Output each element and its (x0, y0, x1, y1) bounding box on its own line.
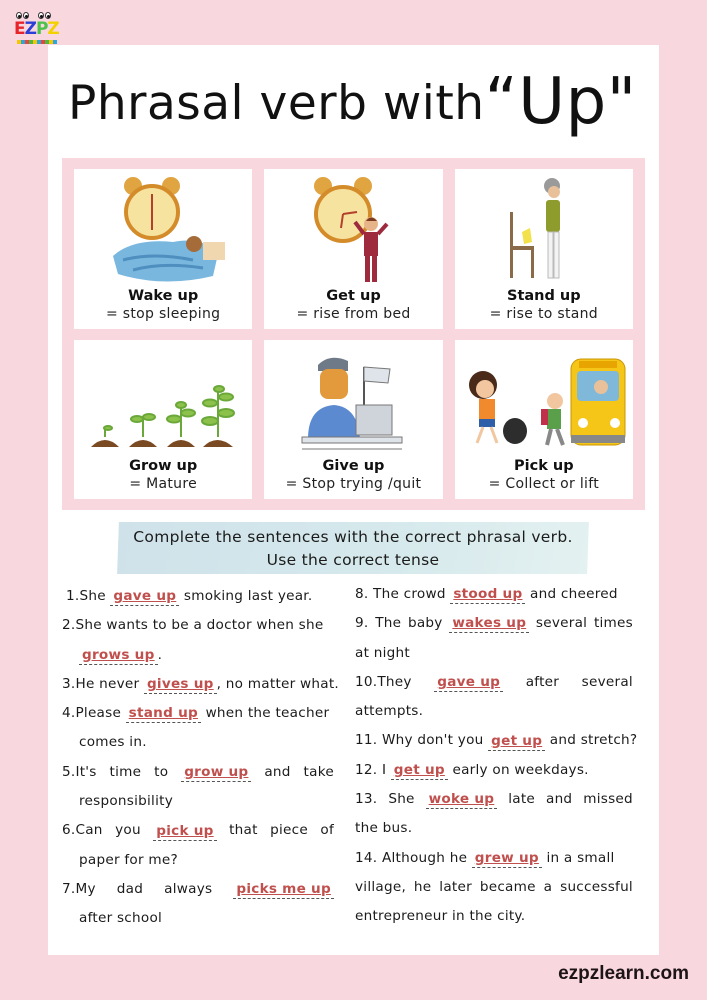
exercise-5-cont: responsibility (79, 793, 173, 810)
answer-blank[interactable]: gives up (144, 675, 217, 694)
vocab-meaning: = Collect or lift (488, 476, 599, 492)
logo-tagline (17, 40, 57, 44)
exercise-4-cont: comes in. (79, 734, 147, 751)
worksheet (48, 45, 659, 955)
kids-school-bus-icon (455, 346, 633, 458)
exercise-4: 4.Please stand up when the teacher (62, 705, 330, 722)
vocab-term: Grow up (129, 458, 198, 474)
vocab-term: Give up (322, 458, 385, 474)
answer-blank[interactable]: wakes up (449, 614, 529, 633)
title-highlight: “Up" (484, 65, 637, 139)
logo-letter: P (35, 19, 48, 39)
exercise-7-cont: after school (79, 910, 163, 927)
exercise-column-left (62, 582, 340, 934)
answer-blank[interactable]: gave up (110, 587, 179, 606)
man-white-flag-laptop-icon (264, 346, 442, 458)
exercise-8: 8. The crowd stood up and cheered (355, 586, 618, 603)
exercise-6-cont: paper for me? (79, 851, 178, 868)
vocab-meaning: = stop sleeping (106, 305, 221, 322)
exercise-14-cont: village, he later became a successful (355, 878, 633, 895)
answer-blank[interactable]: grow up (181, 763, 251, 782)
alarm-clock-bed-icon (74, 175, 252, 287)
vocab-meaning: = Mature (129, 476, 197, 492)
logo-letter: E (14, 19, 25, 39)
exercise-1: 1.She gave up smoking last year. (66, 588, 313, 605)
exercise-13-cont: the bus. (355, 820, 413, 837)
exercise-13: 13. She woke up late and missed (355, 791, 633, 808)
exercise-9-cont: at night (355, 644, 410, 661)
answer-blank[interactable]: grows up (79, 646, 158, 665)
vocab-meaning: = rise to stand (489, 305, 598, 322)
exercise-9: 9. The baby wakes up several times (355, 615, 633, 632)
exercise-2-cont: grows up . (62, 641, 334, 670)
vocab-card-grow-up (74, 340, 252, 500)
vocab-term: Wake up (128, 287, 199, 304)
answer-blank[interactable]: woke up (426, 790, 498, 809)
answer-blank[interactable]: get up (391, 761, 448, 780)
answer-blank[interactable]: grew up (472, 849, 542, 868)
ezpz-logo (14, 10, 62, 46)
vocab-card-pick-up (455, 340, 633, 500)
vocab-term: Pick up (514, 458, 574, 474)
vocab-card-give-up (264, 340, 442, 500)
exercise-11: 11. Why don't you get up and stretch? (355, 732, 638, 749)
instruction-line-2: Use the correct tense (266, 551, 440, 569)
answer-blank[interactable]: stood up (450, 585, 525, 604)
vocab-card-wake-up (74, 169, 252, 329)
answer-blank[interactable]: stand up (126, 704, 201, 723)
instruction-line-1: Complete the sentences with the correct phrasal verb. (133, 528, 573, 546)
vocabulary-grid (62, 158, 645, 510)
website-link[interactable]: ezpzlearn.com (558, 963, 689, 984)
instructions (88, 526, 618, 572)
exercise-5: 5.It's time to grow up and take (62, 763, 334, 780)
logo-letter: Z (24, 19, 36, 39)
logo-letter: Z (47, 19, 59, 39)
exercise-column-right (355, 580, 638, 932)
exercise-6: 6.Can you pick up that piece of (62, 822, 334, 839)
vocab-term: Get up (326, 287, 381, 304)
exercise-12: 12. I get up early on weekdays. (355, 761, 589, 778)
exercise-3: 3.He never gives up , no matter what. (62, 675, 340, 693)
exercise-10-cont: attempts. (355, 703, 424, 720)
answer-blank[interactable]: gave up (434, 673, 503, 692)
exercise-10: 10.They gave up after several (355, 673, 633, 691)
exercise-7: 7.My dad always picks me up (62, 875, 334, 904)
exercise-14: 14. Although he grew up in a small (355, 849, 615, 866)
title-main: Phrasal verb with (68, 76, 485, 131)
page-title (68, 65, 648, 139)
man-standing-by-chair-icon (455, 175, 633, 287)
vocab-card-stand-up (455, 169, 633, 329)
vocab-term: Stand up (507, 287, 581, 304)
exercise-14-cont-2: entrepreneur in the city. (355, 908, 526, 925)
exercise-2: 2.She wants to be a doctor when she (62, 617, 324, 634)
alarm-clock-boy-stretching-icon (264, 175, 442, 287)
vocab-meaning: = rise from bed (296, 305, 411, 322)
answer-blank[interactable]: get up (488, 732, 545, 751)
vocab-meaning: = Stop trying /quit (285, 476, 422, 492)
answer-blank[interactable]: picks me up (233, 880, 334, 899)
growing-plants-icon (74, 346, 252, 458)
answer-blank[interactable]: pick up (153, 822, 216, 841)
vocab-card-get-up (264, 169, 442, 329)
